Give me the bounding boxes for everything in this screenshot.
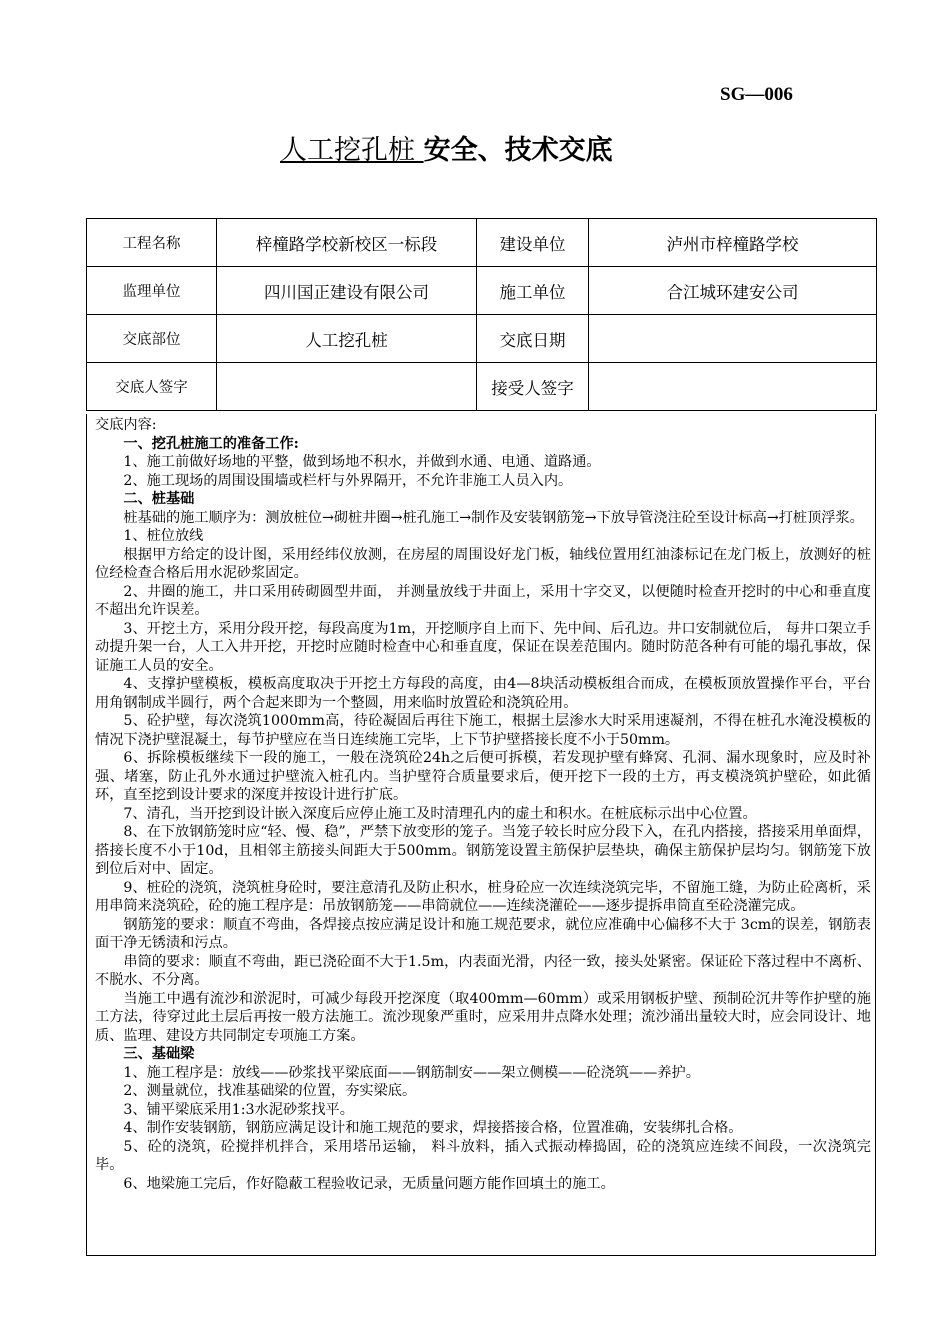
paragraph: 6、地梁施工完后，作好隐蔽工程验收记录，无质量问题方能作回填土的施工。 bbox=[123, 1175, 615, 1192]
document-code: SG—006 bbox=[720, 84, 793, 105]
paragraph: 当施工中遇有流沙和淤泥时，可减少每段开挖深度（取400mm—60mm）或采用钢板护壁、预制砼沉井等作护壁的施工方法，待穿过此土层后再按一般方法施工。流沙现象严重时，应采用井点降水处理；流沙涌出量较大时，应会同设计、地质、监理、建设方共同制定专项施工方案。 bbox=[95, 990, 871, 1044]
paragraph: 3、铺平梁底采用1:3水泥砂浆找平。 bbox=[123, 1101, 354, 1118]
label-contractor: 施工单位 bbox=[477, 267, 589, 315]
label-receiver-signature: 接受人签字 bbox=[477, 363, 589, 411]
section-heading: 一、挖孔桩施工的准备工作: bbox=[123, 435, 299, 452]
content-intro: 交底内容: bbox=[95, 417, 157, 433]
value-supervisor: 四川国正建设有限公司 bbox=[217, 267, 477, 315]
paragraph: 2、井圈的施工，井口采用砖砌圆型井面， 并测量放线于井面上，采用十字交叉，以便随时检查开挖时的中心和垂直度不超出允许误差。 bbox=[95, 583, 871, 618]
paragraph: 2、施工现场的周围设围墙或栏杆与外界隔开，不允许非施工人员入内。 bbox=[123, 472, 573, 489]
table-row bbox=[87, 363, 877, 411]
briefing-content bbox=[86, 414, 876, 1256]
paragraph: 7、清孔，当开挖到设计嵌入深度后应停止施工及时清理孔内的虚土和积水。在桩底标示出中心位置。 bbox=[123, 805, 757, 822]
table-row bbox=[87, 219, 877, 267]
paragraph: 桩基础的施工顺序为：测放桩位→砌桩井圈→桩孔施工→制作及安装钢筋笼→下放导管浇注砼至设计标高→打桩顶浮浆。 bbox=[123, 509, 864, 526]
value-briefer-signature[interactable] bbox=[217, 363, 477, 411]
paragraph: 4、支撑护壁模板，模板高度取决于开挖土方每段的高度，由4—8块活动模板组合而成，在模板顶放置操作平台，平台用角钢制成半圆行，两个合起来即为一个整圆，用来临时放置砼和浇筑砼用。 bbox=[95, 676, 871, 711]
value-construction-owner: 泸州市梓橦路学校 bbox=[589, 219, 877, 267]
value-briefing-date[interactable] bbox=[589, 315, 877, 363]
paragraph: 5、砼护壁，每次浇筑1000mm高，待砼凝固后再往下施工，根据土层渗水大时采用速凝剂，不得在桩孔水淹没模板的情况下浇护壁混凝土，每节护壁应在当日连续施工完毕，上下节护壁搭接长度不小于50mm。 bbox=[95, 713, 871, 748]
label-briefing-date: 交底日期 bbox=[477, 315, 589, 363]
label-project-name: 工程名称 bbox=[87, 219, 217, 267]
value-briefing-part: 人工挖孔桩 bbox=[217, 315, 477, 363]
value-contractor: 合江城环建安公司 bbox=[589, 267, 877, 315]
title-rest: 安全、技术交底 bbox=[423, 135, 613, 166]
label-briefer-signature: 交底人签字 bbox=[87, 363, 217, 411]
paragraph: 2、测量就位，找准基础梁的位置，夯实梁底。 bbox=[123, 1083, 417, 1099]
paragraph: 钢筋笼的要求：顺直不弯曲，各焊接点按应满足设计和施工规范要求，就位应准确中心偏移不大于 3cm的误差，钢筋表面干净无锈渍和污点。 bbox=[95, 916, 871, 951]
paragraph: 8、在下放钢筋笼时应“轻、慢、稳”，严禁下放变形的笼子。当笼子较长时应分段下入，在孔内搭接，搭接采用单面焊，搭接长度不小于10d，且相邻主筋接头间距大于500mm。钢筋笼设置主筋保护层垫块，确保主筋保护层均匀。钢筋笼下放到位后对中、固定。 bbox=[95, 824, 871, 877]
paragraph: 9、桩砼的浇筑，浇筑桩身砼时，要注意清孔及防止积水，桩身砼应一次连续浇筑完毕，不留施工缝，为防止砼离析，采用串筒来浇筑砼，砼的施工程序是：吊放钢筋笼——串筒就位——连续浇灌砼——逐步提拆串筒直至砼浇灌完成。 bbox=[95, 879, 871, 914]
paragraph: 1、施工前做好场地的平整，做到场地不积水，并做到水通、电通、道路通。 bbox=[123, 454, 601, 470]
value-project-name: 梓橦路学校新校区一标段 bbox=[217, 219, 477, 267]
label-construction-owner: 建设单位 bbox=[477, 219, 589, 267]
label-supervisor: 监理单位 bbox=[87, 267, 217, 315]
page-title bbox=[280, 128, 613, 167]
paragraph: 6、拆除模板继续下一段的施工，一般在浇筑砼24h之后便可拆模，若发现护壁有蜂窝、孔洞、漏水现象时，应及时补强、堵塞，防止孔外水通过护壁流入桩孔内。当护壁符合质量要求后，便开挖下一段的土方，再支模浇筑护壁砼，如此循环，直至挖到设计要求的深度并按设计进行扩底。 bbox=[95, 750, 871, 803]
paragraph: 根据甲方给定的设计图，采用经纬仪放测，在房屋的周围设好龙门板，轴线位置用红油漆标记在龙门板上，放测好的桩位经检查合格后用水泥砂浆固定。 bbox=[95, 546, 871, 581]
table-row bbox=[87, 315, 877, 363]
paragraph: 串筒的要求：顺直不弯曲，距已浇砼面不大于1.5m，内表面光滑，内径一致，接头处紧密。保证砼下落过程中不离析、不脱水、不分离。 bbox=[95, 953, 871, 988]
value-receiver-signature[interactable] bbox=[589, 363, 877, 411]
table-row bbox=[87, 267, 877, 315]
paragraph: 3、开挖土方，采用分段开挖，每段高度为1m，开挖顺序自上而下、先中间、后孔边。井口安制就位后， 每井口架立手动提升架一台，人工入井开挖，开挖时应随时检查中心和垂直度，保证在误差范围内。随时防范各种有可能的塌孔事故，保证施工人员的安全。 bbox=[95, 620, 871, 674]
section-heading: 三、基础梁 bbox=[123, 1046, 195, 1062]
title-subject: 人工挖孔桩 bbox=[280, 135, 424, 166]
paragraph: 5、砼的浇筑，砼搅拌机拌合，采用塔吊运输， 料斗放料，插入式振动棒捣固，砼的浇筑应连续不间段，一次浇筑完毕。 bbox=[95, 1138, 871, 1173]
section-heading: 二、桩基础 bbox=[123, 491, 195, 507]
paragraph: 1、桩位放线 bbox=[123, 528, 204, 544]
paragraph: 4、制作安装钢筋，钢筋应满足设计和施工规范的要求，焊接搭接合格，位置准确，安装绑扎合格。 bbox=[123, 1120, 743, 1136]
project-info-table bbox=[86, 218, 877, 411]
label-briefing-part: 交底部位 bbox=[87, 315, 217, 363]
paragraph: 1、施工程序是：放线——砂浆找平梁底面——钢筋制安——架立侧模——砼浇筑——养护。 bbox=[123, 1064, 700, 1081]
